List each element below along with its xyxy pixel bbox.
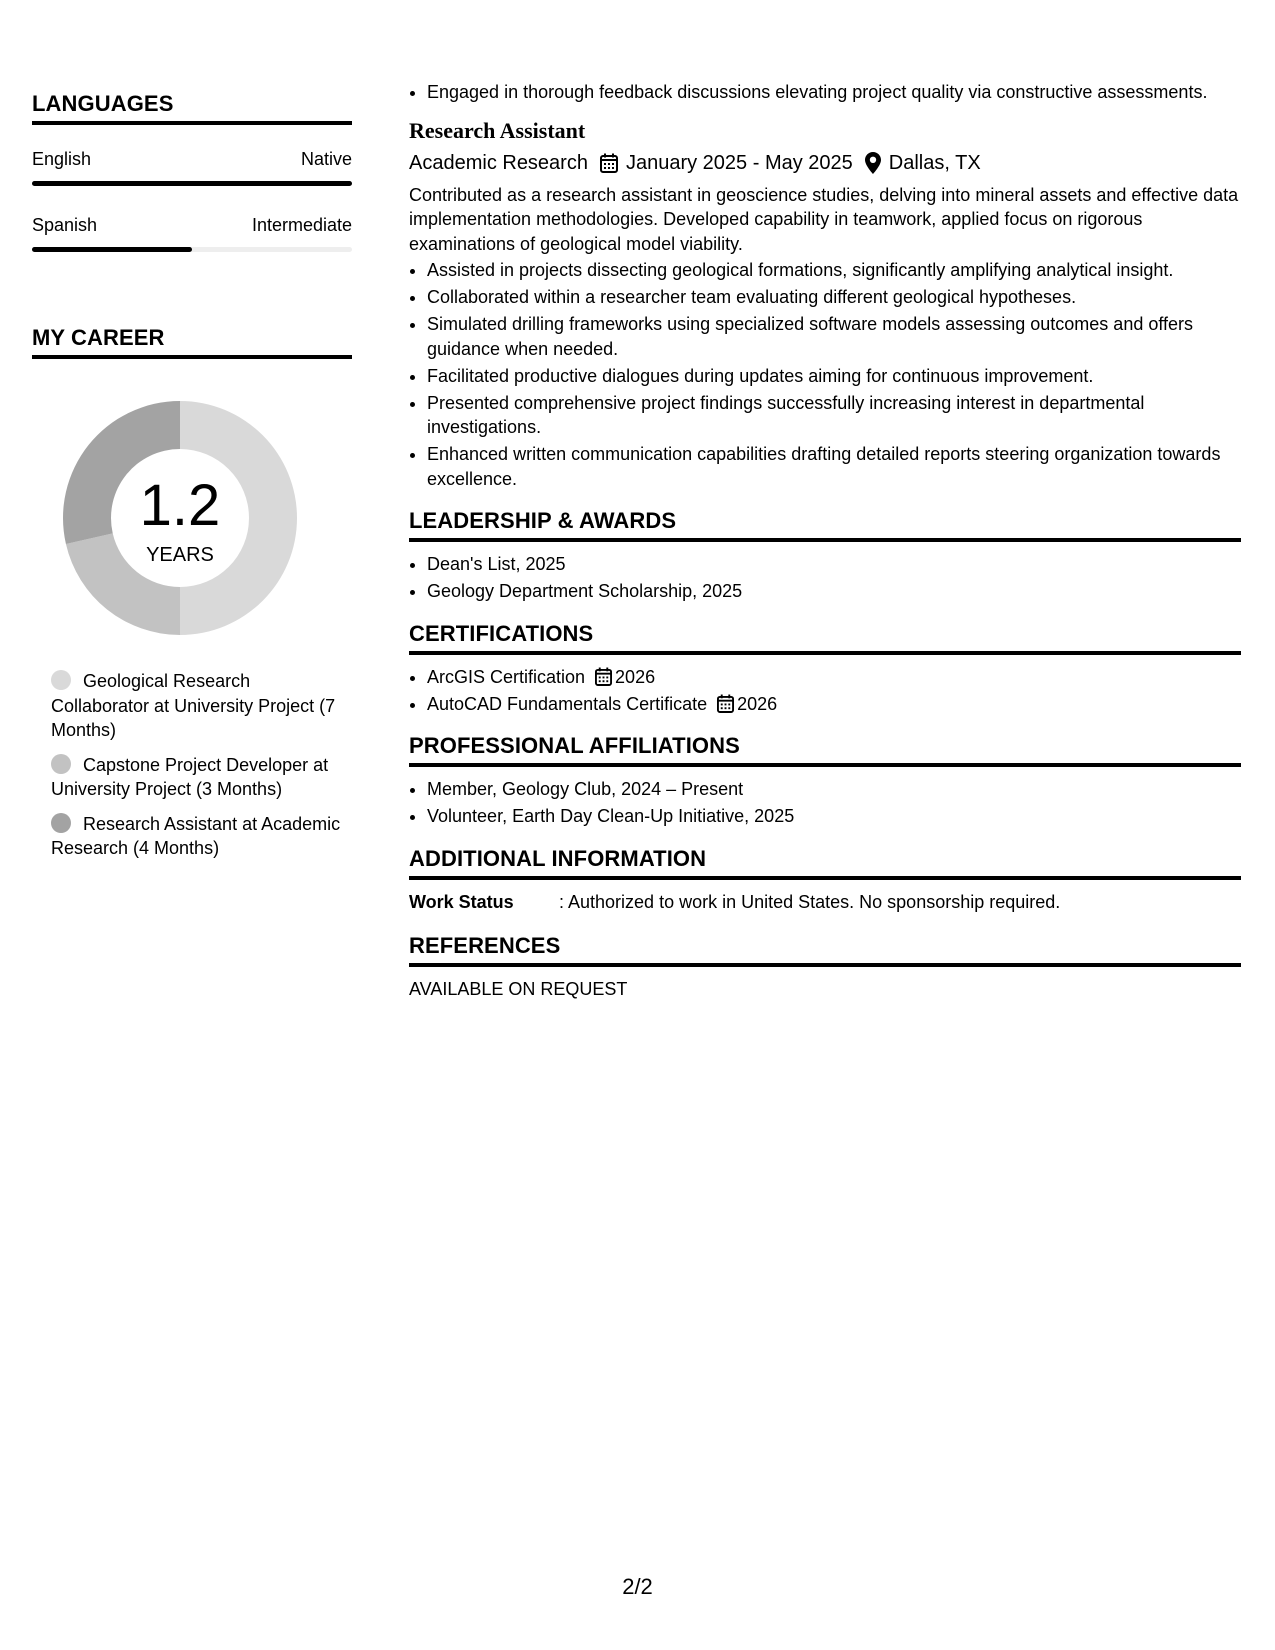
- career-legend: [51, 669, 351, 861]
- language-name: English: [32, 149, 92, 169]
- list-item: • Simulated drilling frameworks using specialized software models assessing outcomes and offers guidance when needed.: [427, 312, 1241, 361]
- career-total-unit: YEARS: [146, 544, 214, 566]
- certification-year: 2026: [737, 693, 778, 714]
- certification-year: 2026: [615, 666, 656, 687]
- work-status-label: Work Status: [409, 891, 514, 912]
- affiliations-list: [409, 777, 1241, 829]
- references-text: AVAILABLE ON REQUEST: [409, 979, 628, 999]
- list-item: • Geology Department Scholarship, 2025: [427, 579, 1241, 604]
- language-name: Spanish: [32, 215, 98, 235]
- certification-name: AutoCAD Fundamentals Certificate: [427, 693, 708, 714]
- job-dates: January 2025 - May 2025: [625, 151, 853, 174]
- additional-info-title: ADDITIONAL INFORMATION: [409, 845, 1241, 880]
- list-item: [427, 665, 1241, 690]
- languages-title: LANGUAGES: [32, 90, 352, 125]
- career-legend-label: Geological Research Collaborator at University Project (7 Months): [51, 671, 336, 740]
- page-number: 2/2: [622, 1574, 653, 1599]
- certification-name: ArcGIS Certification: [427, 666, 586, 687]
- list-item: • Volunteer, Earth Day Clean-Up Initiative, 2025: [427, 804, 1241, 829]
- job-description: Contributed as a research assistant in geoscience studies, delving into mineral assets and effective data implementation methodologies. Developed capability in teamwork, applied focus on rigorous examinations of geological model viability.: [409, 184, 1239, 254]
- list-item: [427, 692, 1241, 717]
- career-legend-label: Capstone Project Developer at University Project (3 Months): [51, 754, 329, 799]
- calendar-icon: [600, 153, 618, 173]
- list-item: • Collaborated within a researcher team evaluating different geological hypotheses.: [427, 285, 1241, 310]
- language-proficiency-bar: [32, 247, 352, 252]
- language-level: Intermediate: [251, 215, 352, 235]
- career-legend-item: [51, 753, 351, 802]
- legend-swatch: [51, 754, 71, 774]
- calendar-icon: [595, 667, 612, 686]
- language-item: [32, 214, 352, 252]
- previous-job-bullets: [409, 80, 1241, 105]
- list-item: • Engaged in thorough feedback discussions elevating project quality via constructive assessments.: [427, 80, 1241, 105]
- job-meta: [409, 150, 1241, 176]
- job-bullets: [409, 258, 1241, 491]
- list-item: • Enhanced written communication capabilities drafting detailed reports steering organization towards excellence.: [427, 442, 1241, 491]
- map-pin-icon: [865, 152, 881, 174]
- career-legend-item: [51, 669, 351, 743]
- job-company: Academic Research: [409, 151, 588, 174]
- list-item: • Dean's List, 2025: [427, 552, 1241, 577]
- list-item: • Presented comprehensive project findings successfully increasing interest in departmental investigations.: [427, 391, 1241, 440]
- list-item: • Assisted in projects dissecting geological formations, significantly amplifying analytical insight.: [427, 258, 1241, 283]
- work-status-value: : Authorized to work in United States. No sponsorship required.: [559, 891, 1061, 912]
- work-status-row: [409, 890, 1241, 915]
- affiliations-title: PROFESSIONAL AFFILIATIONS: [409, 732, 1241, 767]
- list-item: • Member, Geology Club, 2024 – Present: [427, 777, 1241, 802]
- career-total-years: 1.2: [139, 473, 221, 538]
- references-title: REFERENCES: [409, 932, 1241, 967]
- language-proficiency-bar: [32, 181, 352, 186]
- career-title: MY CAREER: [32, 324, 352, 359]
- awards-list: [409, 552, 1241, 604]
- language-proficiency-fill: [32, 247, 192, 252]
- career-donut-chart: [55, 393, 305, 643]
- language-proficiency-fill: [32, 181, 352, 186]
- career-legend-label: Research Assistant at Academic Research (4 Months): [51, 813, 341, 858]
- list-item: • Facilitated productive dialogues during updates aiming for continuous improvement.: [427, 364, 1241, 389]
- certifications-title: CERTIFICATIONS: [409, 620, 1241, 655]
- job-title: Research Assistant: [409, 117, 586, 143]
- career-legend-item: [51, 812, 351, 861]
- main-content: [409, 80, 1241, 1002]
- awards-title: LEADERSHIP & AWARDS: [409, 507, 1241, 542]
- legend-swatch: [51, 670, 71, 690]
- sidebar: [32, 90, 352, 871]
- language-item: [32, 148, 352, 186]
- calendar-icon: [717, 694, 734, 713]
- job-location: Dallas, TX: [888, 151, 981, 174]
- legend-swatch: [51, 813, 71, 833]
- language-level: Native: [300, 149, 352, 169]
- certifications-list: [409, 665, 1241, 717]
